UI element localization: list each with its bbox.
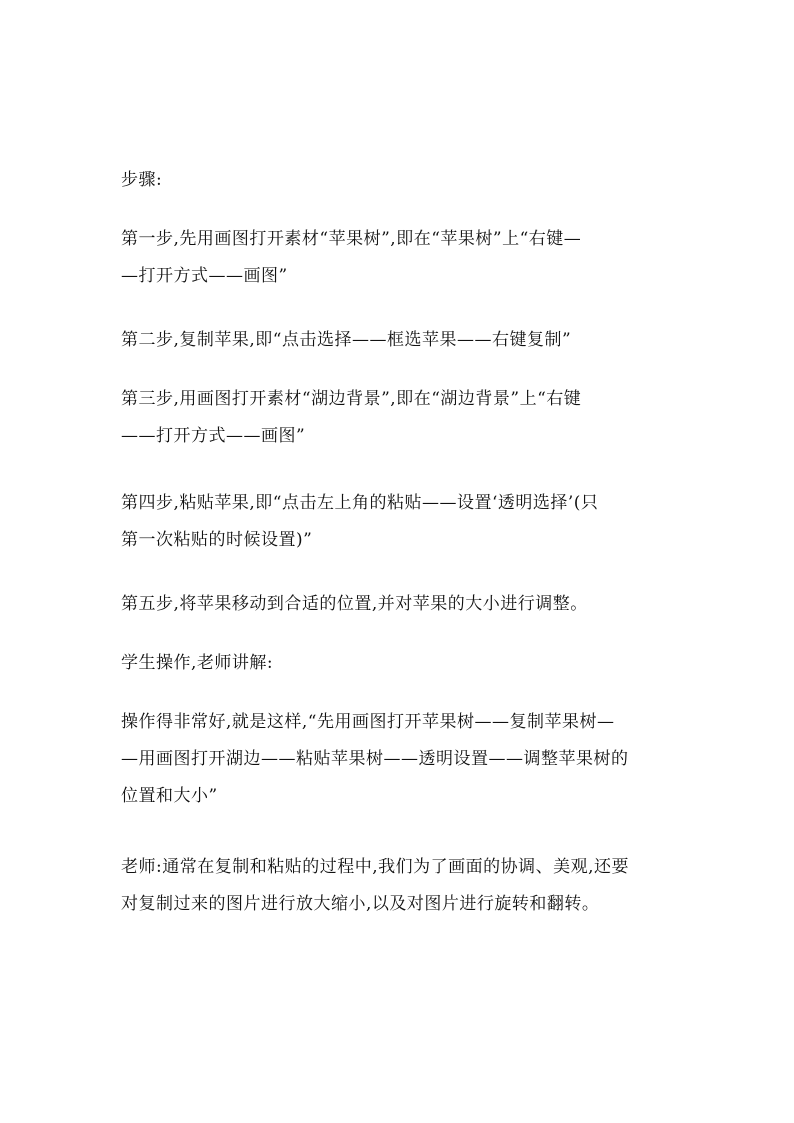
text-line: 老师:通常在复制和粘贴的过程中,我们为了画面的协调、美观,还要 bbox=[121, 857, 630, 877]
step-one-paragraph bbox=[121, 221, 677, 295]
step-three-paragraph bbox=[121, 381, 677, 455]
text-line: 操作得非常好,就是这样,“先用画图打开苹果树——复制苹果树— bbox=[121, 712, 615, 732]
text-line: 步骤: bbox=[121, 170, 163, 190]
text-line: 第二步,复制苹果,即“点击选择——框选苹果——右键复制” bbox=[121, 330, 572, 350]
text-line: 第一步,先用画图打开素材“苹果树”,即在“苹果树”上“右键— bbox=[121, 229, 582, 249]
student-operation-paragraph bbox=[121, 645, 677, 682]
steps-heading bbox=[121, 162, 677, 199]
teacher-remark-paragraph bbox=[121, 849, 677, 923]
text-line: 对复制过来的图片进行放大缩小,以及对图片进行旋转和翻转。 bbox=[121, 894, 600, 914]
text-line: ——打开方式——画图” bbox=[121, 426, 306, 446]
praise-paragraph bbox=[121, 704, 677, 815]
text-line: —打开方式——画图” bbox=[121, 266, 288, 286]
text-line: 第四步,粘贴苹果,即“点击左上角的粘贴——设置‘透明选择’(只 bbox=[121, 493, 599, 513]
text-line: —用画图打开湖边——粘贴苹果树——透明设置——调整苹果树的 bbox=[121, 749, 629, 769]
text-line: 第三步,用画图打开素材“湖边背景”,即在“湖边背景”上“右键 bbox=[121, 389, 582, 409]
text-line: 第五步,将苹果移动到合适的位置,并对苹果的大小进行调整。 bbox=[121, 594, 588, 614]
step-four-paragraph bbox=[121, 485, 677, 559]
step-five-paragraph bbox=[121, 586, 677, 623]
step-two-paragraph bbox=[121, 322, 677, 359]
text-line: 第一次粘贴的时候设置)” bbox=[121, 530, 313, 550]
text-line: 学生操作,老师讲解: bbox=[121, 653, 274, 673]
text-line: 位置和大小” bbox=[121, 786, 218, 806]
